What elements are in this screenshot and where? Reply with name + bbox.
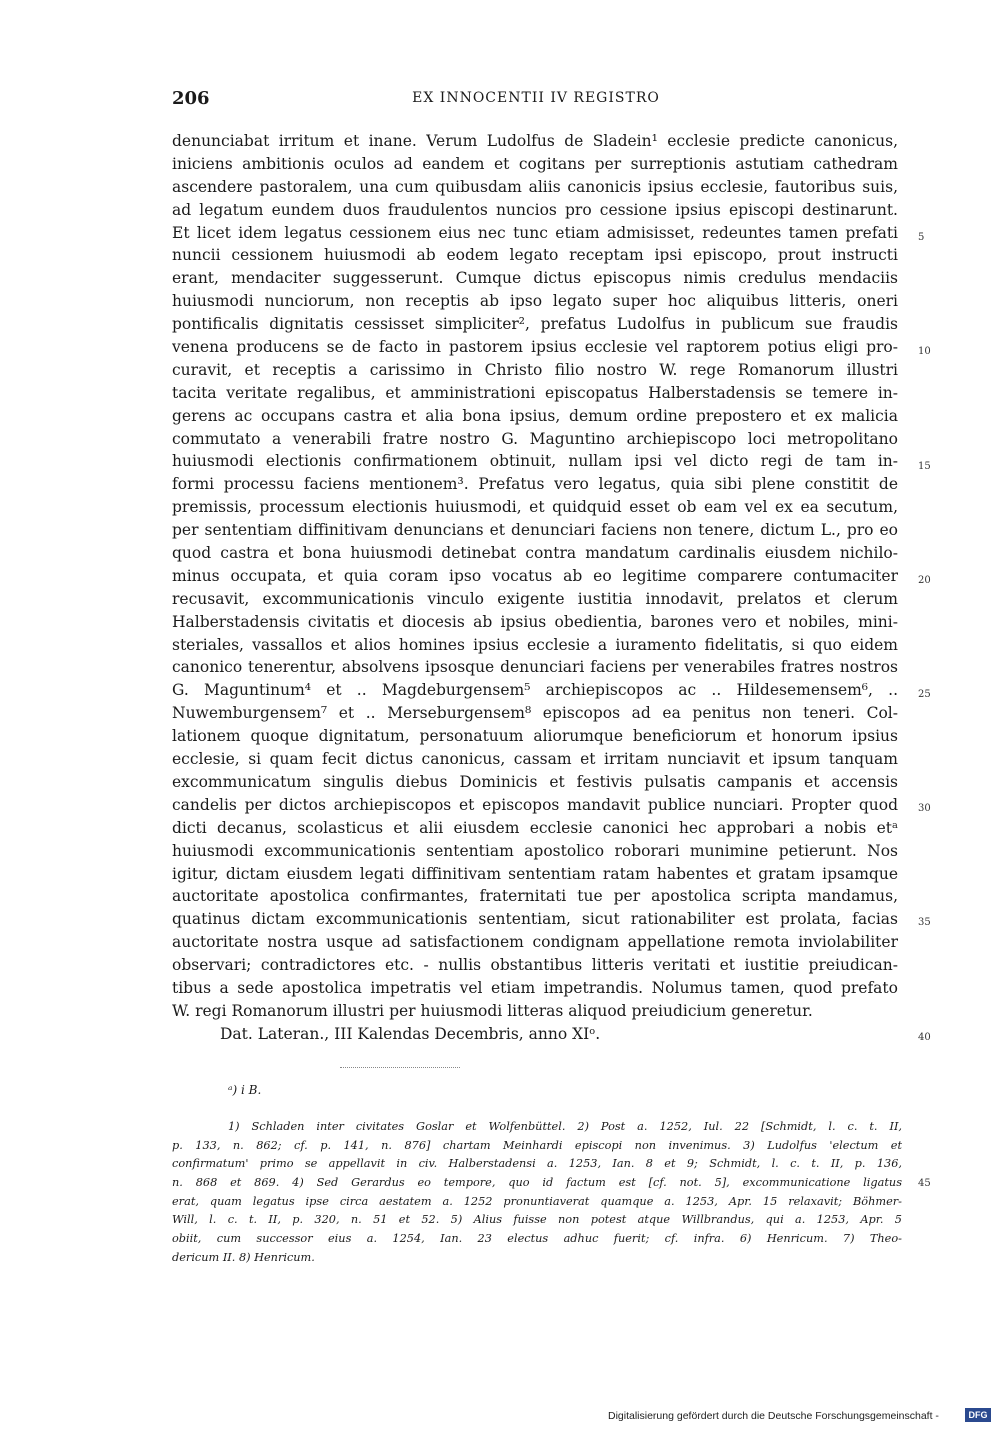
- text-line: denunciabat irritum et inane. Verum Ludolfus de Sladein¹ ecclesie predicte canonicus,: [172, 132, 898, 150]
- text-line: steriales, vassallos et alios homines ipsius ecclesie a iuramento fidelitatis, si quo eidem: [172, 635, 898, 654]
- line-number: 15: [918, 461, 931, 472]
- text-line: quod castra et bona huiusmodi detinebat contra mandatum cardinalis eiusdem nichilo-: [172, 544, 898, 563]
- text-line: pontificalis dignitatis cessisset simpliciter², prefatus Ludolfus in publicum sue fraudis: [172, 315, 898, 334]
- footnote-line: n. 868 et 869. 4) Sed Gerardus eo tempore, quo id factum est [cf. not. 5], excommunicatione ligatus: [172, 1176, 902, 1190]
- footnote-line: confirmatum' primo se appellavit in civ. Halberstadensi a. 1253, Ian. 8 et 9; Schmidt, l. c. t. II, p. 136,: [172, 1157, 902, 1171]
- dating-clause: Dat. Lateran., III Kalendas Decembris, anno XIᵒ.: [220, 1024, 601, 1043]
- digitization-credit: Digitalisierung gefördert durch die Deutsche Forschungsgemeinschaft -: [608, 1410, 939, 1422]
- running-head: EX INNOCENTII IV REGISTRO: [412, 90, 660, 106]
- textual-note: ᵃ) i B.: [228, 1083, 262, 1097]
- footnotes: [172, 1118, 902, 1268]
- text-line: huiusmodi excommunicationis sententiam apostolico roborari munimine petierunt. Nos: [172, 841, 898, 860]
- footnote-line: 1) Schladen inter civitates Goslar et Wolfenbüttel. 2) Post a. 1252, Iul. 22 [Schmidt, l. c. t. II,: [228, 1120, 902, 1133]
- text-line: minus occupata, et quia coram ipso vocatus ab eo legitime comparere contumaciter: [172, 566, 898, 585]
- text-line: ad legatum eundem duos fraudulentos nuncios pro cessione ipsius episcopi destinarunt.: [172, 200, 898, 219]
- text-line: tacita veritate regalibus, et amministrationi episcopatus Halberstadensis se temere in-: [172, 383, 898, 402]
- footnote-line: erat, quam legatus ipse circa aestatem a. 1252 pronuntiaverat quamque a. 1253, Apr. 15 relaxavit; Böhmer-: [172, 1194, 902, 1208]
- letter-body: [172, 130, 898, 1046]
- text-line: auctoritate apostolica confirmantes, fraternitati tue per apostolica scripta mandamus,: [172, 887, 898, 906]
- text-line: per sententiam diffinitivam denuncians et denunciari faciens non tenere, dictum L., pro eo: [172, 521, 898, 540]
- text-line: ecclesie, si quam fecit dictus canonicus, cassam et irritam nunciavit et ipsum tanquam: [172, 750, 898, 769]
- dfg-logo: DFG: [965, 1408, 991, 1422]
- line-number: 35: [918, 917, 931, 928]
- footnote-line: p. 133, n. 862; cf. p. 141, n. 876] chartam Meinhardi episcopi non invenimus. 3) Ludolfus 'electum et: [172, 1138, 902, 1152]
- text-line: Halberstadensis civitatis et diocesis ab ipsius obedientia, barones vero et nobiles, mini-: [172, 612, 898, 631]
- text-line: tibus a sede apostolica impetratis vel etiam impetrandis. Nolumus tamen, quod prefato: [172, 978, 898, 997]
- text-line: canonico tenerentur, absolvens ipsosque denunciari faciens per venerabiles fratres nostros: [172, 658, 898, 677]
- text-line: erant, mendaciter suggesserunt. Cumque dictus episcopus nimis credulus mendaciis: [172, 269, 898, 288]
- footnote-line: Will, l. c. t. II, p. 320, n. 51 et 52. 5) Alius fuisse non potest atque Willbrandus, qui a. 1253, Apr. 5: [172, 1213, 902, 1227]
- line-number: 20: [918, 575, 931, 586]
- text-line: formi processu faciens mentionem³. Prefatus vero legatus, quia sibi plene constitit de: [172, 475, 898, 494]
- text-line: venena producens se de facto in pastorem ipsius ecclesie vel raptorem potius eligi pro-: [172, 338, 898, 357]
- footnote-line: dericum II. 8) Henricum.: [172, 1250, 315, 1264]
- separator-dots: [340, 1067, 460, 1068]
- text-line: huiusmodi electionis confirmationem obtinuit, nullam ipsi vel dicto regi de tam in-: [172, 452, 898, 471]
- text-line: ascendere pastoralem, una cum quibusdam aliis canonicis ipsius ecclesie, fautoribus suis,: [172, 177, 898, 196]
- line-number: 40: [918, 1032, 931, 1043]
- line-number: 45: [918, 1178, 931, 1189]
- text-line: auctoritate nostra usque ad satisfactionem condignam appellatione remota inviolabiliter: [172, 933, 898, 952]
- text-line: observari; contradictores etc. - nullis obstantibus litteris veritati et iustitie preiudican-: [172, 956, 898, 975]
- text-line: commutato a venerabili fratre nostro G. Maguntino archiepiscopo loci metropolitano: [172, 429, 898, 448]
- text-line: iniciens ambitionis oculos ad eandem et cogitans per surreptionis astutiam cathedram: [172, 154, 898, 173]
- text-line: W. regi Romanorum illustri per huiusmodi litteras aliquod preiudicium generetur.: [172, 1001, 813, 1020]
- page-number: 206: [172, 88, 210, 109]
- text-line: premissis, processum electionis huiusmodi, et quidquid esset ob eam vel ex ea secutum,: [172, 498, 898, 517]
- footnote-line: obiit, cum successor eius a. 1254, Ian. 23 electus adhuc fuerit; cf. infra. 6) Henricum. 7) Theo-: [172, 1232, 902, 1246]
- text-line: gerens ac occupans castra et alia bona ipsius, demum ordine prepostero et ex malicia: [172, 406, 898, 425]
- text-line: G. Maguntinum⁴ et .. Magdeburgensem⁵ archiepiscopos ac .. Hildesemensem⁶, ..: [172, 681, 898, 700]
- text-line: excommunicatum singulis diebus Dominicis et festivis pulsatis campanis et accensis: [172, 772, 898, 791]
- text-line: lationem quoque dignitatum, personatuum aliorumque beneficiorum et honorum ipsius: [172, 727, 898, 746]
- text-line: recusavit, excommunicationis vinculo exigente iustitia innodavit, prelatos et clerum: [172, 589, 898, 608]
- text-line: Et licet idem legatus cessionem eius nec tunc etiam admisisset, redeuntes tamen prefati: [172, 223, 898, 242]
- line-number: 25: [918, 689, 931, 700]
- line-number: 30: [918, 803, 931, 814]
- text-line: quatinus dictam excommunicationis sententiam, sicut rationabiliter est prolata, facias: [172, 910, 898, 929]
- text-line: dicti decanus, scolasticus et alii eiusdem ecclesie canonici hec approbari a nobis etᵃ: [172, 818, 898, 837]
- text-line: curavit, et receptis a carissimo in Christo filio nostro W. rege Romanorum illustri: [172, 360, 898, 379]
- text-line: candelis per dictos archiepiscopos et episcopos mandavit publice nunciari. Propter quod: [172, 795, 898, 814]
- text-line: Nuwemburgensem⁷ et .. Merseburgensem⁸ episcopos ad ea penitus non teneri. Col-: [172, 704, 898, 723]
- line-number: 10: [918, 346, 931, 357]
- text-line: nuncii cessionem huiusmodi ab eodem legato receptam ipsi episcopo, prout instructi: [172, 246, 898, 265]
- line-number: 5: [918, 232, 925, 243]
- page-header: [172, 88, 900, 114]
- text-line: igitur, dictam eiusdem legati diffinitivam sententiam ratam habentes et gratam ipsamque: [172, 864, 898, 883]
- text-line: huiusmodi nunciorum, non receptis ab ipso legato super hoc aliquibus litteris, oneri: [172, 292, 898, 311]
